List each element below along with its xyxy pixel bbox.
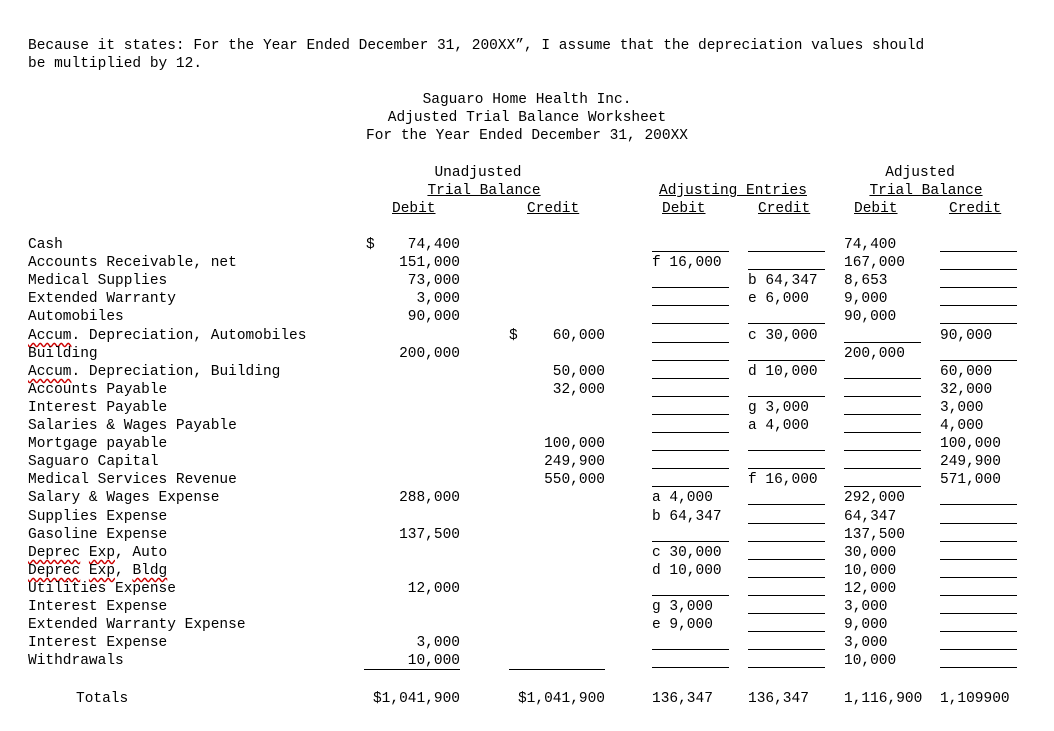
adj-debit-blank-line bbox=[652, 305, 729, 306]
adjusted-debit-blank-line bbox=[844, 450, 921, 451]
adj-credit-blank-line bbox=[748, 396, 825, 397]
adj-debit-blank-line bbox=[652, 323, 729, 324]
adj-debit-cell: g 3,000 bbox=[652, 599, 713, 615]
adjusted-debit-blank-line bbox=[844, 432, 921, 433]
adj-credit-blank-line bbox=[748, 559, 825, 560]
company-name: Saguaro Home Health Inc. bbox=[422, 92, 632, 108]
account-name: Utilities Expense bbox=[28, 581, 176, 597]
unadj-credit-cell: 50,000 bbox=[552, 364, 605, 380]
adjusted-credit-blank-line bbox=[940, 613, 1017, 614]
adjusted-debit-blank-line bbox=[844, 468, 921, 469]
adj-credit-blank-line bbox=[748, 649, 825, 650]
adjusted-debit-cell: 74,400 bbox=[844, 237, 897, 253]
spellcheck-mark: Bldg bbox=[132, 563, 168, 579]
adjusted-debit-cell: 137,500 bbox=[844, 527, 905, 543]
adj-debit-cell: a 4,000 bbox=[652, 490, 713, 506]
account-name: Withdrawals bbox=[28, 653, 124, 669]
adj-credit-blank-line bbox=[748, 631, 825, 632]
account-name: Automobiles bbox=[28, 309, 124, 325]
header-unadjusted-trial-balance: Trial Balance bbox=[427, 183, 541, 199]
total-adj-credit: 136,347 bbox=[748, 691, 809, 707]
adj-credit-blank-line bbox=[748, 504, 825, 505]
adj-debit-blank-line bbox=[652, 396, 729, 397]
total-adj-debit: 136,347 bbox=[652, 691, 713, 707]
adjusted-credit-cell: 3,000 bbox=[940, 400, 984, 416]
adjusted-credit-cell: 32,000 bbox=[940, 382, 993, 398]
unadj-debit-cell: 151,000 bbox=[399, 255, 460, 271]
header-adj-debit: Debit bbox=[662, 201, 706, 217]
header-adjusted-credit: Credit bbox=[949, 201, 1002, 217]
adjusted-debit-cell: 3,000 bbox=[844, 635, 888, 651]
adjusted-credit-blank-line bbox=[940, 577, 1017, 578]
adjusted-debit-cell: 12,000 bbox=[844, 581, 897, 597]
header-adjusting-entries: Adjusting Entries bbox=[659, 183, 807, 199]
header-unadj-debit: Debit bbox=[392, 201, 436, 217]
account-name: Medical Services Revenue bbox=[28, 472, 237, 488]
spellcheck-mark: Exp bbox=[88, 563, 116, 579]
account-name: Interest Expense bbox=[28, 635, 168, 651]
account-name: Medical Supplies bbox=[28, 273, 168, 289]
totals-label: Totals bbox=[76, 691, 129, 707]
adjusted-debit-cell: 9,000 bbox=[844, 617, 888, 633]
adjusted-debit-cell: 90,000 bbox=[844, 309, 897, 325]
adjusted-credit-cell: 249,900 bbox=[940, 454, 1001, 470]
account-name: Salary & Wages Expense bbox=[28, 490, 220, 506]
unadj-credit-cell: 550,000 bbox=[544, 472, 605, 488]
unadj-debit-cell: 137,500 bbox=[399, 527, 460, 543]
account-name: Cash bbox=[28, 237, 63, 253]
adjusted-debit-cell: 10,000 bbox=[844, 653, 897, 669]
adjusted-debit-blank-line bbox=[844, 486, 921, 487]
note-line-1: Because it states: For the Year Ended December 31, 200XX”, I assume that the depreciation values should bbox=[28, 38, 925, 54]
adj-credit-blank-line bbox=[748, 360, 825, 361]
account-name: Accounts Payable bbox=[28, 382, 168, 398]
adj-debit-blank-line bbox=[652, 649, 729, 650]
account-name: Building bbox=[28, 346, 98, 362]
total-adjusted-credit: 1,109900 bbox=[940, 691, 1010, 707]
unadj-debit-cell: 3,000 bbox=[416, 291, 460, 307]
unadj-debit-cell: 3,000 bbox=[416, 635, 460, 651]
header-adjusted: Adjusted bbox=[885, 165, 955, 181]
adj-credit-blank-line bbox=[748, 523, 825, 524]
adjusted-credit-blank-line bbox=[940, 323, 1017, 324]
total-unadj-credit: $1,041,900 bbox=[517, 691, 605, 707]
adjusted-credit-blank-line bbox=[940, 504, 1017, 505]
adjusted-credit-cell: 571,000 bbox=[940, 472, 1001, 488]
account-name: Accum. Depreciation, Building bbox=[28, 364, 281, 380]
adjusted-debit-blank-line bbox=[844, 396, 921, 397]
account-name: Interest Expense bbox=[28, 599, 168, 615]
dollar-sign-cash: $ bbox=[366, 237, 375, 253]
dollar-sign-accum-dep: $ bbox=[509, 328, 518, 344]
account-name: Mortgage payable bbox=[28, 436, 168, 452]
account-name: Gasoline Expense bbox=[28, 527, 168, 543]
spellcheck-mark: Accum bbox=[28, 328, 72, 344]
unadj-credit-cell: 249,900 bbox=[544, 454, 605, 470]
unadj-debit-cell: 12,000 bbox=[407, 581, 460, 597]
adj-credit-cell: c 30,000 bbox=[748, 328, 818, 344]
adj-debit-blank-line bbox=[652, 287, 729, 288]
adj-credit-blank-line bbox=[748, 251, 825, 252]
adjusted-debit-blank-line bbox=[844, 342, 921, 343]
adj-debit-blank-line bbox=[652, 251, 729, 252]
adj-debit-cell: c 30,000 bbox=[652, 545, 722, 561]
worksheet-title: Adjusted Trial Balance Worksheet bbox=[387, 110, 667, 126]
adjusted-credit-cell: 4,000 bbox=[940, 418, 984, 434]
total-unadj-debit: $1,041,900 bbox=[372, 691, 460, 707]
adj-credit-blank-line bbox=[748, 323, 825, 324]
adj-credit-blank-line bbox=[748, 541, 825, 542]
adjusted-credit-cell: 60,000 bbox=[940, 364, 993, 380]
unadj-debit-cell: 10,000 bbox=[407, 653, 460, 669]
adjusted-credit-blank-line bbox=[940, 287, 1017, 288]
adjusted-debit-cell: 292,000 bbox=[844, 490, 905, 506]
adjusted-credit-blank-line bbox=[940, 305, 1017, 306]
adjusted-credit-blank-line bbox=[940, 251, 1017, 252]
adj-credit-blank-line bbox=[748, 468, 825, 469]
account-name: Interest Payable bbox=[28, 400, 168, 416]
header-adjusted-debit: Debit bbox=[854, 201, 898, 217]
unadj-debit-cell: 74,400 bbox=[407, 237, 460, 253]
adj-debit-blank-line bbox=[652, 486, 729, 487]
adjusted-credit-blank-line bbox=[940, 559, 1017, 560]
adj-credit-blank-line bbox=[748, 595, 825, 596]
account-name: Deprec Exp, Bldg bbox=[28, 563, 168, 579]
unadj-debit-cell: 73,000 bbox=[407, 273, 460, 289]
adj-debit-blank-line bbox=[652, 432, 729, 433]
adjusted-credit-blank-line bbox=[940, 667, 1017, 668]
account-name: Extended Warranty bbox=[28, 291, 176, 307]
unadj-credit-cell: 32,000 bbox=[552, 382, 605, 398]
adjusted-debit-cell: 64,347 bbox=[844, 509, 897, 525]
adjusted-debit-cell: 167,000 bbox=[844, 255, 905, 271]
adj-credit-cell: e 6,000 bbox=[748, 291, 809, 307]
adj-credit-cell: a 4,000 bbox=[748, 418, 809, 434]
account-name: Saguaro Capital bbox=[28, 454, 159, 470]
header-adj-credit: Credit bbox=[758, 201, 811, 217]
adj-debit-blank-line bbox=[652, 414, 729, 415]
unadj-debit-cell: 90,000 bbox=[407, 309, 460, 325]
adj-credit-blank-line bbox=[748, 577, 825, 578]
adj-debit-cell: d 10,000 bbox=[652, 563, 722, 579]
spellcheck-mark: Exp bbox=[88, 545, 116, 561]
adj-debit-blank-line bbox=[652, 667, 729, 668]
adjusted-credit-blank-line bbox=[940, 360, 1017, 361]
adj-credit-cell: g 3,000 bbox=[748, 400, 809, 416]
adjusted-debit-cell: 3,000 bbox=[844, 599, 888, 615]
adj-debit-blank-line bbox=[652, 450, 729, 451]
unadj-debit-cell: 288,000 bbox=[399, 490, 460, 506]
adjusted-debit-cell: 200,000 bbox=[844, 346, 905, 362]
adjusted-credit-blank-line bbox=[940, 649, 1017, 650]
account-name: Deprec Exp, Auto bbox=[28, 545, 168, 561]
adjusted-debit-cell: 8,653 bbox=[844, 273, 888, 289]
header-adjusted-trial-balance: Trial Balance bbox=[869, 183, 983, 199]
adj-credit-blank-line bbox=[748, 667, 825, 668]
adjusted-debit-cell: 10,000 bbox=[844, 563, 897, 579]
adj-credit-blank-line bbox=[748, 613, 825, 614]
adj-credit-cell: d 10,000 bbox=[748, 364, 818, 380]
sum-line-unadj-credit bbox=[509, 669, 605, 670]
adj-credit-cell: b 64,347 bbox=[748, 273, 818, 289]
adjusted-credit-cell: 90,000 bbox=[940, 328, 993, 344]
account-name: Extended Warranty Expense bbox=[28, 617, 246, 633]
adj-debit-blank-line bbox=[652, 468, 729, 469]
adj-debit-blank-line bbox=[652, 360, 729, 361]
account-name: Accounts Receivable, net bbox=[28, 255, 237, 271]
adj-debit-cell: b 64,347 bbox=[652, 509, 722, 525]
note-line-2: be multiplied by 12. bbox=[28, 56, 203, 72]
spellcheck-mark: Deprec bbox=[28, 563, 81, 579]
adj-debit-blank-line bbox=[652, 595, 729, 596]
account-name: Supplies Expense bbox=[28, 509, 168, 525]
adjusted-debit-blank-line bbox=[844, 414, 921, 415]
unadj-credit-cell: 60,000 bbox=[552, 328, 605, 344]
adjusted-credit-blank-line bbox=[940, 595, 1017, 596]
adjusted-debit-cell: 30,000 bbox=[844, 545, 897, 561]
adjusted-credit-cell: 100,000 bbox=[940, 436, 1001, 452]
adj-debit-cell: f 16,000 bbox=[652, 255, 722, 271]
adjusted-debit-cell: 9,000 bbox=[844, 291, 888, 307]
adjusted-credit-blank-line bbox=[940, 269, 1017, 270]
header-unadj-credit: Credit bbox=[527, 201, 580, 217]
header-unadjusted: Unadjusted bbox=[434, 165, 522, 181]
spellcheck-mark: Accum bbox=[28, 364, 72, 380]
sum-line-unadj-debit bbox=[364, 669, 460, 670]
total-adjusted-debit: 1,116,900 bbox=[844, 691, 923, 707]
spellcheck-mark: Deprec bbox=[28, 545, 81, 561]
account-name: Salaries & Wages Payable bbox=[28, 418, 237, 434]
adj-credit-cell: f 16,000 bbox=[748, 472, 818, 488]
unadj-debit-cell: 200,000 bbox=[399, 346, 460, 362]
adj-debit-blank-line bbox=[652, 378, 729, 379]
adj-debit-blank-line bbox=[652, 342, 729, 343]
adj-debit-cell: e 9,000 bbox=[652, 617, 713, 633]
adjusted-debit-blank-line bbox=[844, 378, 921, 379]
adj-credit-blank-line bbox=[748, 269, 825, 270]
worksheet-period: For the Year Ended December 31, 200XX bbox=[366, 128, 688, 144]
adjusted-credit-blank-line bbox=[940, 523, 1017, 524]
adjusted-credit-blank-line bbox=[940, 631, 1017, 632]
unadj-credit-cell: 100,000 bbox=[544, 436, 605, 452]
adj-debit-blank-line bbox=[652, 541, 729, 542]
adj-credit-blank-line bbox=[748, 450, 825, 451]
account-name: Accum. Depreciation, Automobiles bbox=[28, 328, 307, 344]
adjusted-credit-blank-line bbox=[940, 541, 1017, 542]
